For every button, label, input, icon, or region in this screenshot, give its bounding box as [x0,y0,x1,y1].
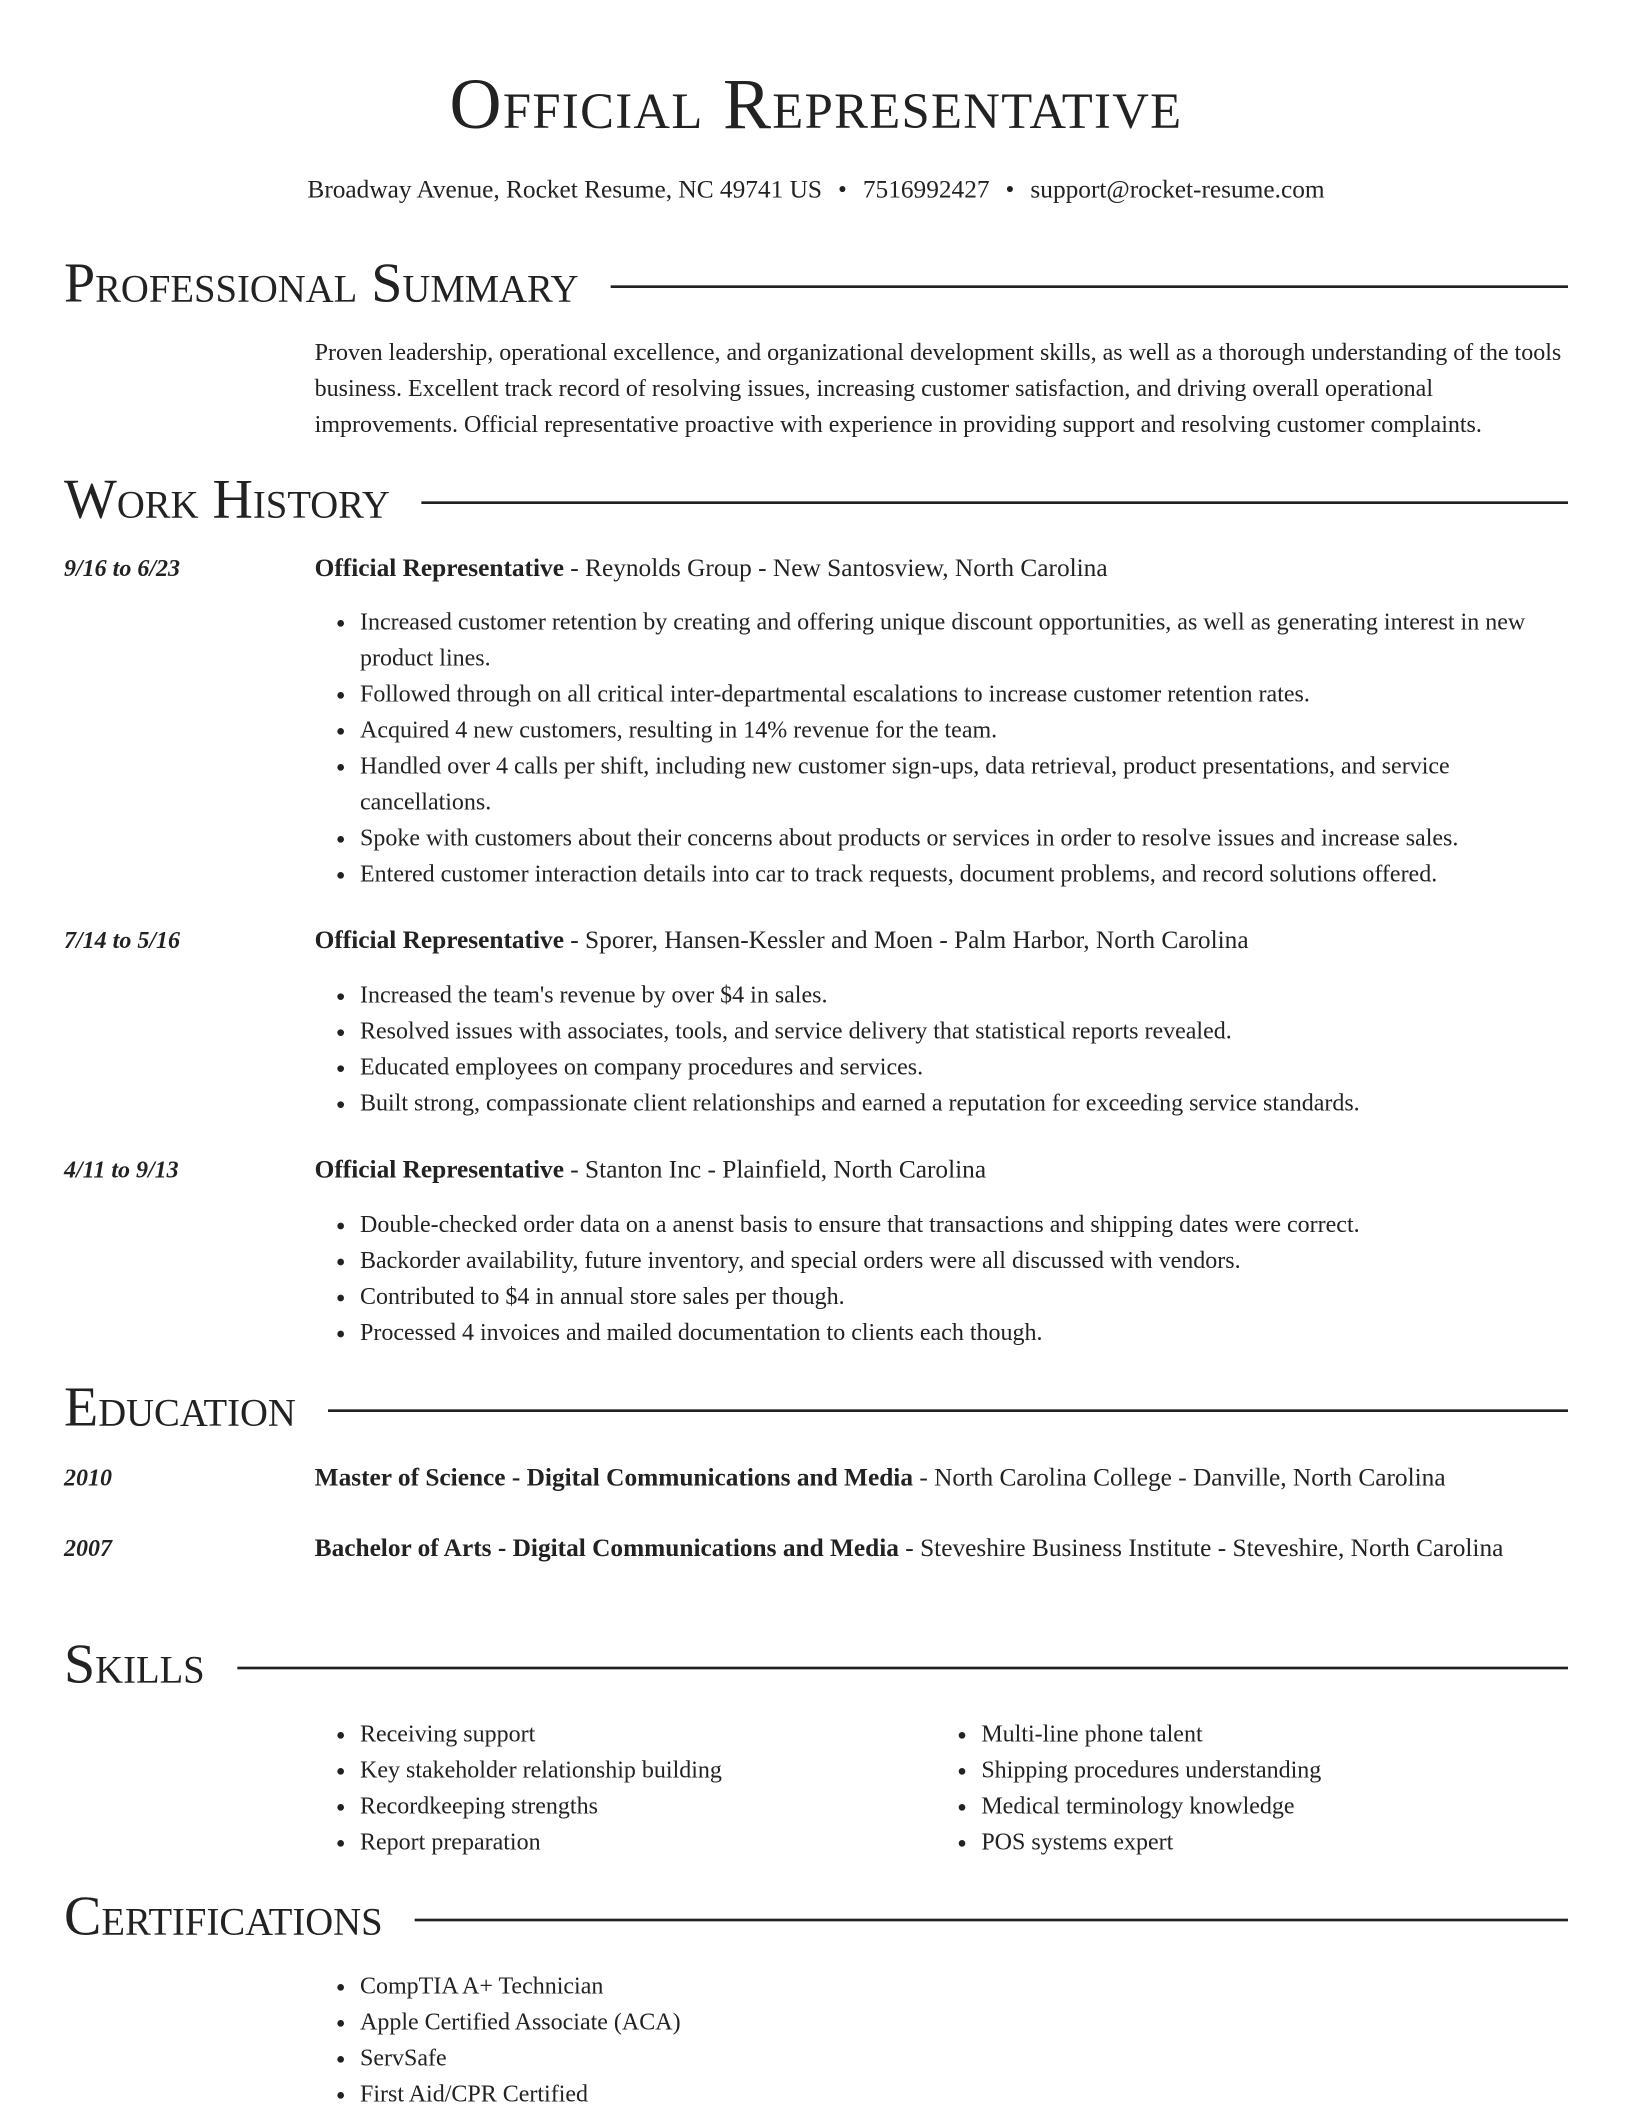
job-bullet: • Followed through on all critical inter-departmental escalations to increase customer retention rates. [360,676,1568,712]
work-title: Work History [63,469,390,531]
education-year: 2007 [63,1534,112,1562]
job-bullets [64,977,1568,1121]
education-line [315,1531,1568,1568]
section-divider [328,1409,1568,1412]
job-employer: - Stanton Inc - Plainfield, North Carolina [563,1155,987,1184]
education-degree: Master of Science - Digital Communications and Media [314,1463,913,1492]
job-dates: 7/14 to 5/16 [63,926,181,954]
job-entry [64,551,1568,892]
job-entry [64,1152,1568,1351]
job-bullet: • Handled over 4 calls per shift, including new customer sign-ups, data retrieval, product presentations, and service cancellations. [360,748,1568,820]
contact-email[interactable]: support@rocket-resume.com [1030,175,1325,204]
candidate-name: Official Representative [449,63,1183,144]
education-entry [64,1531,1568,1568]
job-role: Official Representative [314,554,564,583]
section-divider [415,1919,1568,1922]
job-title-line [315,923,1568,960]
contact-phone: 7516992427 [862,175,990,204]
job-bullet: • Entered customer interaction details into car to track requests, document problems, and record solutions offered. [360,856,1568,892]
skills-section-heading [64,1635,1568,1696]
job-role: Official Representative [314,926,564,955]
education-degree: Bachelor of Arts - Digital Communications and Media [314,1534,899,1563]
skill-item: • POS systems expert [981,1824,1552,1860]
job-bullet: • Educated employees on company procedures and services. [360,1049,1568,1085]
job-bullets [64,1207,1568,1351]
skills-list-right [933,1716,1552,1860]
job-employer: - Reynolds Group - New Santosview, North Carolina [563,554,1108,583]
job-bullet: • Built strong, compassionate client relationships and earned a reputation for exceeding service standards. [360,1085,1568,1121]
contact-line [0,175,1632,207]
certifications-section-heading [64,1887,1568,1948]
job-role: Official Representative [314,1155,564,1184]
job-title-line [315,551,1568,588]
contact-separator: • [837,175,847,204]
contact-separator: • [1005,175,1015,204]
summary-text: Proven leadership, operational excellence, and organizational development skills, as well as a thorough understanding of the tools business. Excellent track record of resolving issues, increasing customer satisfaction, and driving overall operational improvements. Official representative proactive with experience in providing support and resolving customer complaints. [314,338,1562,438]
education-school: - North Carolina College - Danville, North Carolina [912,1463,1446,1492]
job-dates: 4/11 to 9/13 [63,1155,179,1183]
education-school: - Steveshire Business Institute - Steveshire, North Carolina [898,1534,1504,1563]
certifications-section [64,1968,1568,2112]
skill-item: • Recordkeeping strengths [360,1788,933,1824]
certification-item: • First Aid/CPR Certified [360,2076,1568,2112]
certifications-list [64,1968,1568,2112]
work-section-heading [64,469,1568,530]
section-divider [237,1667,1568,1670]
job-bullet: • Increased customer retention by creating and offering unique discount opportunities, as well as generating interest in new product lines. [360,604,1568,676]
education-line [315,1460,1568,1497]
job-bullet: • Contributed to $4 in annual store sales per though. [360,1279,1568,1315]
job-bullets [64,604,1568,892]
certification-item: • Apple Certified Associate (ACA) [360,2004,1568,2040]
education-entry [64,1460,1568,1497]
job-bullet: • Double-checked order data on a anenst basis to ensure that transactions and shipping dates were correct. [360,1207,1568,1243]
contact-address: Broadway Avenue, Rocket Resume, NC 49741 US [307,175,822,204]
summary-title: Professional Summary [63,253,579,315]
job-dates: 9/16 to 6/23 [63,554,181,582]
job-bullet: • Acquired 4 new customers, resulting in 14% revenue for the team. [360,712,1568,748]
certification-item: • CompTIA A+ Technician [360,1968,1568,2004]
skill-item: • Medical terminology knowledge [981,1788,1552,1824]
skill-item: • Report preparation [360,1824,933,1860]
education-section-heading [64,1377,1568,1438]
education-title: Education [63,1377,296,1439]
skill-item: • Receiving support [360,1716,933,1752]
job-bullet: • Backorder availability, future inventory, and special orders were all discussed with vendors. [360,1243,1568,1279]
skills-list-left [315,1716,934,1860]
job-bullet: • Increased the team's revenue by over $4 in sales. [360,977,1568,1013]
section-divider [611,285,1568,288]
certification-item: • ServSafe [360,2040,1568,2076]
job-title-line [315,1152,1568,1189]
skills-title: Skills [63,1634,205,1696]
certifications-title: Certifications [63,1886,383,1948]
education-year: 2010 [63,1463,112,1491]
skill-item: • Key stakeholder relationship building [360,1752,933,1788]
skill-item: • Shipping procedures understanding [981,1752,1552,1788]
job-bullet: • Resolved issues with associates, tools, and service delivery that statistical reports revealed. [360,1013,1568,1049]
job-bullet: • Processed 4 invoices and mailed documentation to clients each though. [360,1315,1568,1351]
job-employer: - Sporer, Hansen-Kessler and Moen - Palm Harbor, North Carolina [563,926,1249,955]
skill-item: • Multi-line phone talent [981,1716,1552,1752]
summary-section-heading [64,253,1568,314]
skills-section [64,1716,1568,1860]
summary-section [64,335,1568,443]
education-section [64,1460,1568,1601]
job-bullet: • Spoke with customers about their concerns about products or services in order to resolve issues and increase sales. [360,820,1568,856]
job-entry [64,923,1568,1122]
section-divider [422,501,1568,504]
